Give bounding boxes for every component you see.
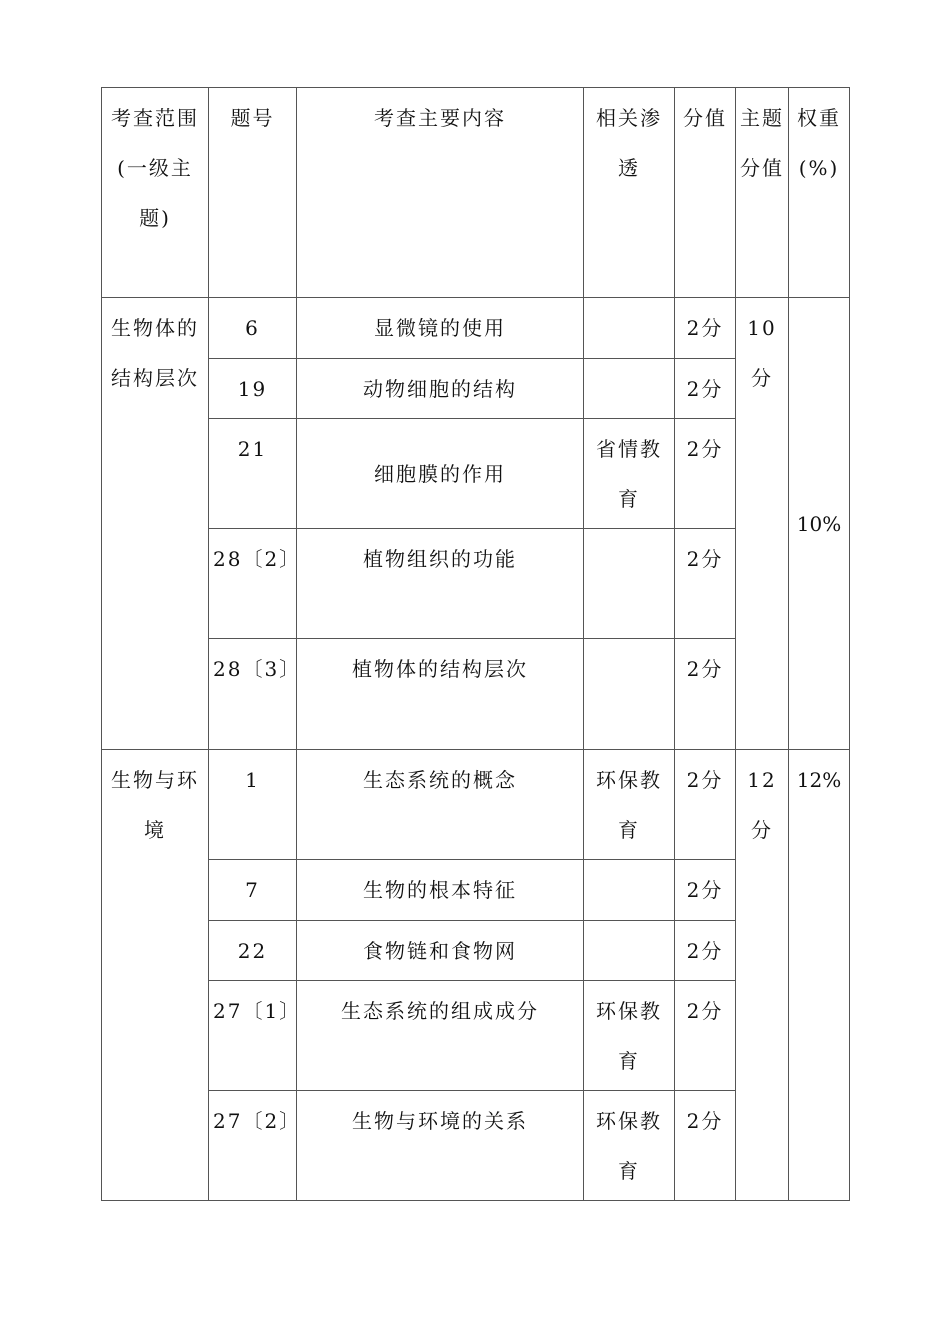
score-cell: 2分 — [675, 639, 736, 750]
header-row — [102, 88, 850, 298]
score-cell: 2分 — [675, 298, 736, 359]
header-weight: 权重(%) — [789, 88, 850, 298]
scope-cell: 生物体的结构层次 — [102, 298, 209, 750]
scope-cell: 生物与环境 — [102, 750, 209, 1201]
content-cell: 食物链和食物网 — [297, 921, 584, 981]
num-cell: 6 — [209, 298, 297, 359]
num-cell: 27〔2〕 — [209, 1091, 297, 1201]
num-cell: 7 — [209, 860, 297, 921]
header-num: 题号 — [209, 88, 297, 298]
score-cell: 2分 — [675, 529, 736, 639]
num-cell: 1 — [209, 750, 297, 860]
num-cell: 28〔3〕 — [209, 639, 297, 750]
content-cell: 生态系统的组成成分 — [297, 981, 584, 1091]
score-cell: 2分 — [675, 1091, 736, 1201]
related-cell — [584, 860, 675, 921]
content-cell: 显微镜的使用 — [297, 298, 584, 359]
related-cell — [584, 639, 675, 750]
content-cell: 生物的根本特征 — [297, 860, 584, 921]
num-cell: 22 — [209, 921, 297, 981]
header-score: 分值 — [675, 88, 736, 298]
content-cell: 动物细胞的结构 — [297, 359, 584, 419]
related-cell — [584, 298, 675, 359]
score-cell: 2分 — [675, 750, 736, 860]
topic-score-cell: 10分 — [736, 298, 789, 750]
topic-score-cell: 12分 — [736, 750, 789, 1201]
score-cell: 2分 — [675, 359, 736, 419]
header-related: 相关渗透 — [584, 88, 675, 298]
table-row — [102, 750, 850, 860]
header-content: 考查主要内容 — [297, 88, 584, 298]
content-cell: 细胞膜的作用 — [297, 419, 584, 529]
score-cell: 2分 — [675, 921, 736, 981]
related-cell — [584, 921, 675, 981]
score-cell: 2分 — [675, 860, 736, 921]
num-cell: 21 — [209, 419, 297, 529]
num-cell: 28〔2〕 — [209, 529, 297, 639]
score-cell: 2分 — [675, 419, 736, 529]
content-cell: 生物与环境的关系 — [297, 1091, 584, 1201]
num-cell: 19 — [209, 359, 297, 419]
score-cell: 2分 — [675, 981, 736, 1091]
weight-cell: 12% — [789, 750, 850, 1201]
content-cell: 生态系统的概念 — [297, 750, 584, 860]
related-cell: 环保教育 — [584, 1091, 675, 1201]
weight-cell: 10% — [789, 298, 850, 750]
num-cell: 27〔1〕 — [209, 981, 297, 1091]
related-cell — [584, 529, 675, 639]
content-cell: 植物组织的功能 — [297, 529, 584, 639]
related-cell: 环保教育 — [584, 981, 675, 1091]
related-cell: 环保教育 — [584, 750, 675, 860]
header-scope: 考查范围(一级主题) — [102, 88, 209, 298]
header-topic-score: 主题分值 — [736, 88, 789, 298]
related-cell — [584, 359, 675, 419]
exam-scope-table — [101, 87, 850, 1201]
table-row — [102, 298, 850, 359]
content-cell: 植物体的结构层次 — [297, 639, 584, 750]
related-cell: 省情教育 — [584, 419, 675, 529]
